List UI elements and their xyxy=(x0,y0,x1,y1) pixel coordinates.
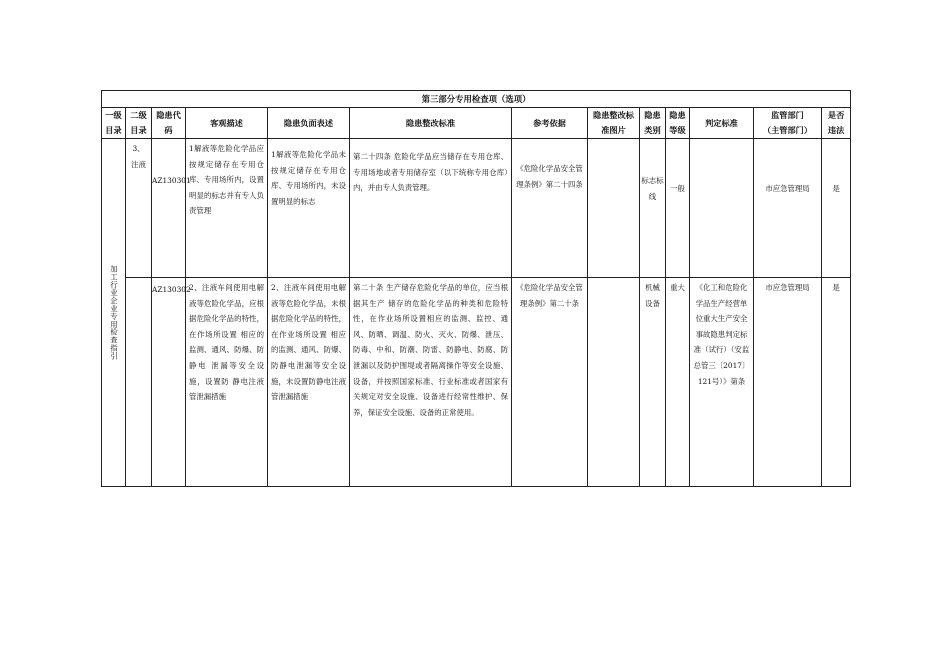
objective-description: 1解液等危险化学品应按规定储存在专用仓库、专用场所内，设置明显的标志并有专人负责管理 xyxy=(186,139,268,278)
supervising-dept: 市应急管理局 xyxy=(754,278,822,487)
rectification-photo xyxy=(588,278,640,487)
table-row xyxy=(102,139,851,278)
judgement-criteria: 《化工和危险化学品生产经营单位重大生产安全事故隐患判定标准（试行）（安监总管三〔2017〕121号）》第条 xyxy=(690,278,754,487)
header-level1: 一级 目录 xyxy=(102,108,126,139)
level1-cell xyxy=(102,139,126,487)
rectification-photo xyxy=(588,139,640,278)
header-photo: 隐患整改标 准图片 xyxy=(588,108,640,139)
level2-cell-empty xyxy=(126,278,152,487)
is-illegal: 是 xyxy=(822,139,851,278)
header-dept: 监管部门 （主管部门） xyxy=(754,108,822,139)
header-code: 隐患代 码 xyxy=(152,108,186,139)
hazard-code: AZ130302 xyxy=(152,278,186,487)
header-standard: 隐患整改标准 xyxy=(350,108,512,139)
header-negative: 隐患负面表述 xyxy=(268,108,350,139)
header-grade: 隐患 等级 xyxy=(666,108,690,139)
level2-cell: 3、 注液 xyxy=(126,139,152,278)
is-illegal: 是 xyxy=(822,278,851,487)
supervising-dept: 市应急管理局 xyxy=(754,139,822,278)
header-basis: 参考依据 xyxy=(512,108,588,139)
hazard-grade: 重大 xyxy=(666,278,690,487)
hazard-category: 机械设备 xyxy=(640,278,666,487)
section-title-row xyxy=(102,91,851,108)
level1-label: 加工行业企业专用检查指引 xyxy=(109,265,119,360)
header-criteria: 判定标准 xyxy=(690,108,754,139)
hazard-grade: 一般 xyxy=(666,139,690,278)
reference-basis: 《危险化学品安全管理条例》第二十条 xyxy=(512,278,588,487)
rectification-standard: 第二十条 生产储存危险化学品的单位，应当根据其生产 储存的危险化学品的种类和危险特性，在作业场所设置相应的监测、监控、通风、防晒、调温、防火、灭火、防爆、泄压、防毒、中和、防潮、防雷、防静电、防腐、防泄漏以及防护围堤或者隔离操作等安全设施、设备，并按照国家标准、行业标准或者国家有关规定对安全设施、设备进行经常性维护、保养，保证安全设施、设备的正常使用。 xyxy=(350,278,512,487)
table-row xyxy=(102,278,851,487)
hazard-code: AZ130301 xyxy=(152,139,186,278)
hazard-category: 标志标线 xyxy=(640,139,666,278)
header-row xyxy=(102,108,851,139)
header-illegal: 是否 违法 xyxy=(822,108,851,139)
section-title: 第三部分专用检查项（选项） xyxy=(102,91,851,108)
header-level2: 二级 目录 xyxy=(126,108,152,139)
rectification-standard: 第二十四条 危险化学品应当储存在专用仓库、专用场地或者专用储存室（以下统称专用仓库）内，并由专人负责管理。 xyxy=(350,139,512,278)
negative-description: 2、注液车间使用电解液等危险化学品，未根据危险化学品的特性，在作业场所设置 相应的监测、通风、防爆、防静电泄漏等安全设施，未设置防静电注液管泄漏措施 xyxy=(268,278,350,487)
inspection-table xyxy=(101,90,851,487)
header-objective: 客观描述 xyxy=(186,108,268,139)
objective-description: 2、注液车间使用电解液等危险化学品，应根据危险化学品的特性，在作场所设置 相应的监测、通风、防爆、防静电 泄漏等安全设施，设置防 静电注液管泄漏措施 xyxy=(186,278,268,487)
header-category: 隐患 类别 xyxy=(640,108,666,139)
reference-basis: 《危险化学品安全管理条例》第二十四条 xyxy=(512,139,588,278)
judgement-criteria xyxy=(690,139,754,278)
negative-description: 1解液等危险化学品未按规定储存在专用仓库、专用场所内，未设置明显的标志 xyxy=(268,139,350,278)
inspection-table-sheet xyxy=(101,90,850,487)
